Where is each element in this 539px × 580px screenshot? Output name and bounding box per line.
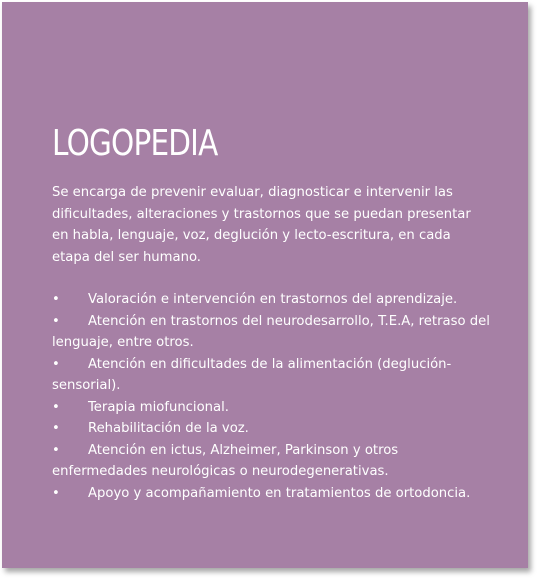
bullet-icon: • [52, 485, 60, 501]
list-item [52, 354, 492, 397]
list-item [52, 311, 492, 354]
bullet-icon: • [52, 313, 60, 329]
card-title: LOGOPEDIA [52, 123, 218, 164]
bullet-icon: • [52, 292, 60, 307]
list-item-text: Valoración e intervención en trastornos del aprendizaje. [88, 292, 458, 307]
card-description: Se encarga de prevenir evaluar, diagnosticar e intervenir las dificultades, alteraciones y trastornos que se puedan presentar en habla, lenguaje, voz, deglución y lecto-escritura, en cada etapa del ser humano. [52, 185, 471, 265]
services-list [52, 289, 492, 504]
bullet-icon: • [52, 356, 60, 372]
list-item-text: Atención en ictus, Alzheimer, Parkinson y otros enfermedades neurológicas o neurodegenerativas. [52, 442, 399, 479]
service-card [2, 2, 528, 568]
list-item [52, 440, 492, 483]
list-item-text: Apoyo y acompañamiento en tratamientos de ortodoncia. [88, 485, 471, 501]
list-item [52, 397, 492, 419]
bullet-icon: • [52, 442, 60, 458]
bullet-icon: • [52, 421, 60, 436]
list-item-text: Rehabilitación de la voz. [88, 421, 249, 436]
list-item-text: Atención en dificultades de la alimentación (deglución-sensorial). [52, 356, 452, 393]
list-item-text: Atención en trastornos del neurodesarrollo, T.E.A, retraso del lenguaje, entre otros. [52, 313, 490, 350]
list-item [52, 483, 492, 505]
list-item [52, 289, 492, 311]
list-item-text: Terapia miofuncional. [88, 399, 229, 415]
bullet-icon: • [52, 399, 60, 415]
list-item [52, 418, 492, 440]
